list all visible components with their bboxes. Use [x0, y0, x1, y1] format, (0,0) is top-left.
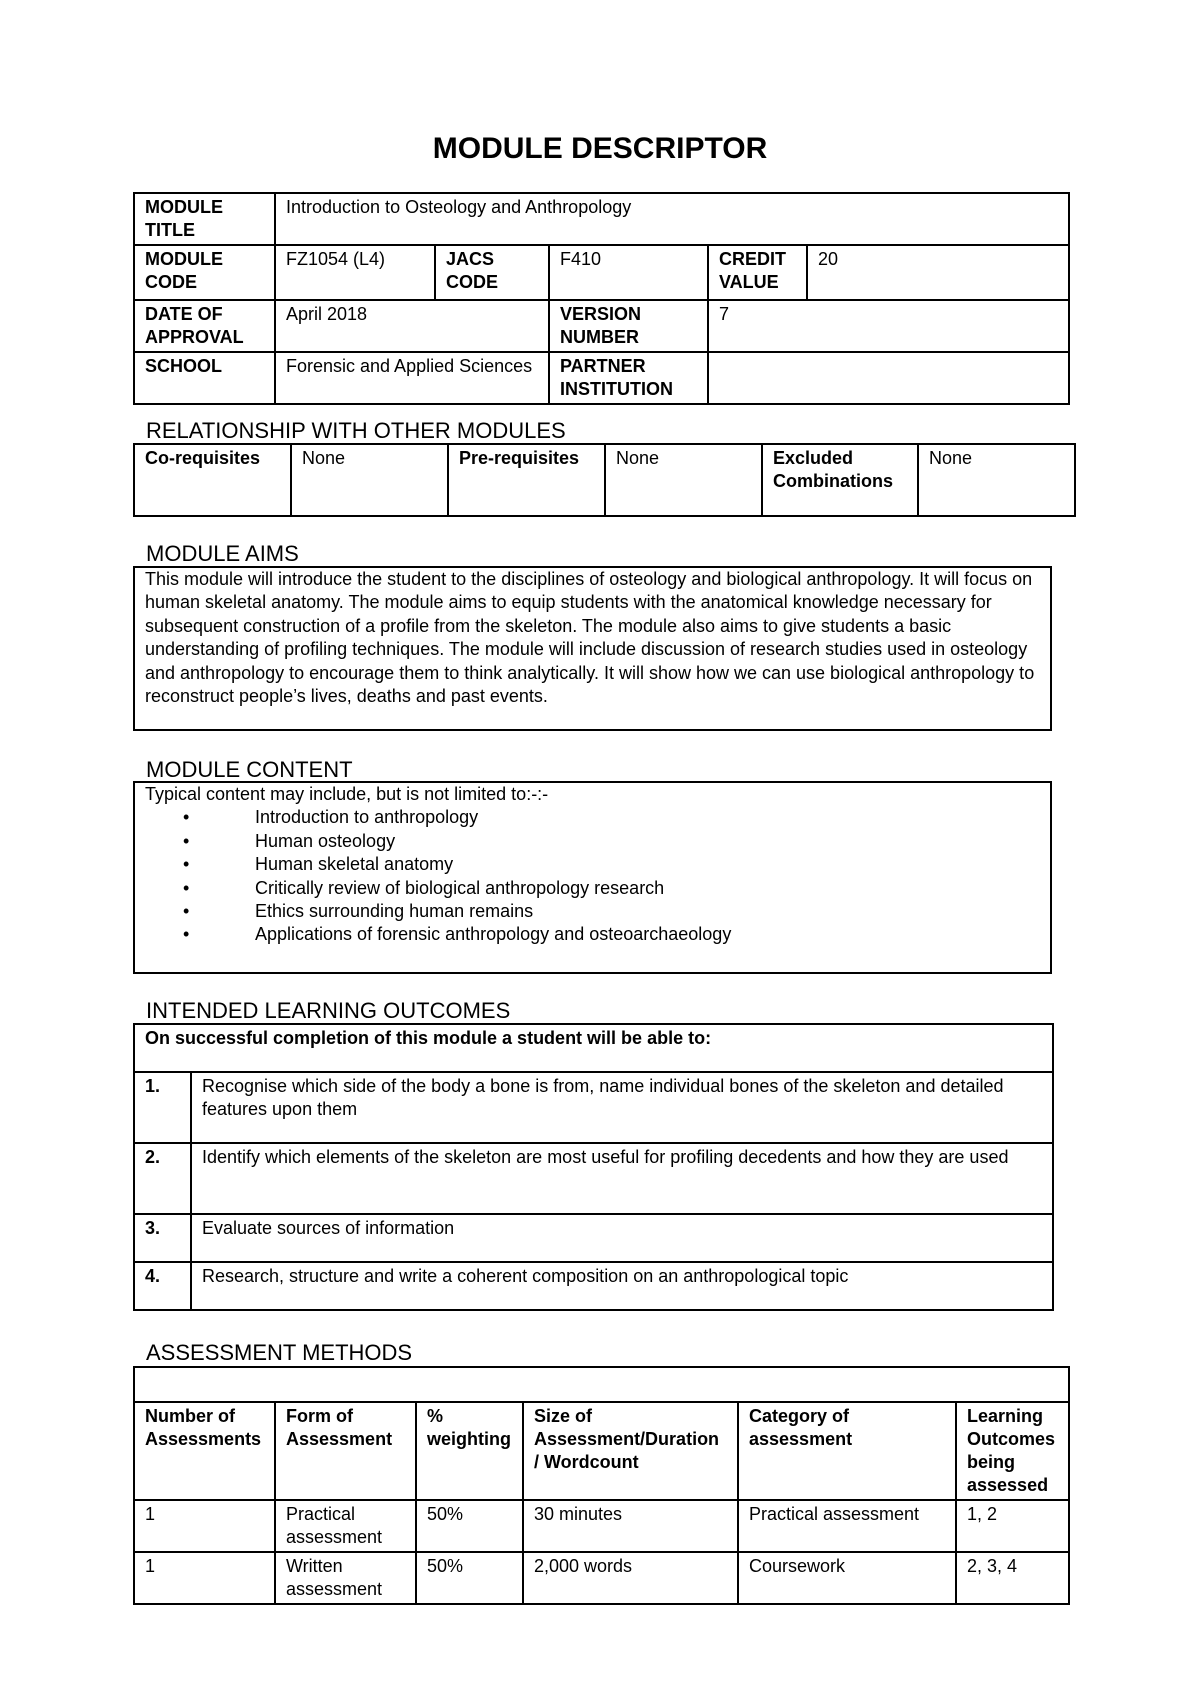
module-content-heading: MODULE CONTENT	[146, 757, 353, 782]
page-title: MODULE DESCRIPTOR	[432, 132, 768, 165]
module-aims-heading: MODULE AIMS	[146, 541, 299, 566]
assessment-methods-heading: ASSESSMENT METHODS	[146, 1340, 413, 1365]
assessment-cell: 1	[134, 1500, 275, 1552]
assessment-header: Learning Outcomes being assessed	[956, 1402, 1069, 1500]
credit-value-label: CREDIT VALUE	[708, 245, 807, 300]
partner-institution-value	[708, 352, 1069, 404]
assessment-table	[133, 1366, 1070, 1605]
outcome-number: 4.	[134, 1262, 191, 1310]
outcome-number: 2.	[134, 1143, 191, 1214]
assessment-header: Form of Assessment	[275, 1402, 416, 1500]
outcome-number: 1.	[134, 1072, 191, 1143]
module-code-value: FZ1054 (L4)	[275, 245, 435, 300]
excluded-combinations-value: None	[918, 444, 1075, 516]
bullet-icon: •	[183, 924, 190, 945]
assessment-cell: 50%	[416, 1552, 523, 1604]
module-aims-box	[133, 566, 1052, 731]
bullet-icon: •	[183, 877, 190, 898]
assessment-header: Category of assessment	[738, 1402, 956, 1500]
co-requisites-label: Co-requisites	[134, 444, 291, 516]
excluded-combinations-label: Excluded Combinations	[762, 444, 918, 516]
pre-requisites-value: None	[605, 444, 762, 516]
assessment-header: Size of Assessment/Duration / Wordcount	[523, 1402, 738, 1500]
jacs-code-label: JACS CODE	[435, 245, 549, 300]
assessment-cell: 30 minutes	[523, 1500, 738, 1552]
jacs-code-value: F410	[549, 245, 708, 300]
list-item: • Human osteology	[145, 830, 1040, 853]
module-title-label: MODULE TITLE	[134, 193, 275, 245]
assessment-cell: 50%	[416, 1500, 523, 1552]
bullet-icon: •	[183, 830, 190, 851]
learning-outcomes-heading: INTENDED LEARNING OUTCOMES	[146, 998, 511, 1023]
outcome-text: Recognise which side of the body a bone is from, name individual bones of the skeleton and detailed features upon them	[191, 1072, 1053, 1143]
school-value: Forensic and Applied Sciences	[275, 352, 549, 404]
bullet-icon: •	[183, 854, 190, 875]
outcome-text: Identify which elements of the skeleton are most useful for profiling decedents and how they are used	[191, 1143, 1053, 1214]
list-item: • Applications of forensic anthropology and osteoarchaeology	[145, 923, 1040, 946]
learning-outcomes-intro: On successful completion of this module a student will be able to:	[134, 1024, 1053, 1072]
relationship-table	[133, 443, 1076, 517]
table-row	[134, 1552, 1069, 1604]
assessment-cell: Practical assessment	[275, 1500, 416, 1552]
version-number-label: VERSION NUMBER	[549, 300, 708, 352]
assessment-cell: Written assessment	[275, 1552, 416, 1604]
assessment-header: Number of Assessments	[134, 1402, 275, 1500]
date-of-approval-label: DATE OF APPROVAL	[134, 300, 275, 352]
outcome-text: Research, structure and write a coherent composition on an anthropological topic	[191, 1262, 1053, 1310]
assessment-header: % weighting	[416, 1402, 523, 1500]
assessment-cell: 1	[134, 1552, 275, 1604]
table-row	[134, 1500, 1069, 1552]
date-of-approval-value: April 2018	[275, 300, 549, 352]
module-info-table	[133, 192, 1070, 405]
co-requisites-value: None	[291, 444, 448, 516]
module-content-intro: Typical content may include, but is not limited to:-:-	[145, 784, 549, 804]
credit-value-value: 20	[807, 245, 1069, 300]
pre-requisites-label: Pre-requisites	[448, 444, 605, 516]
module-content-box	[133, 781, 1052, 974]
learning-outcomes-table	[133, 1023, 1054, 1311]
outcome-number: 3.	[134, 1214, 191, 1262]
list-item: • Introduction to anthropology	[145, 806, 1040, 829]
partner-institution-label: PARTNER INSTITUTION	[549, 352, 708, 404]
assessment-cell: Coursework	[738, 1552, 956, 1604]
module-code-label: MODULE CODE	[134, 245, 275, 300]
version-number-value: 7	[708, 300, 1069, 352]
assessment-cell: Practical assessment	[738, 1500, 956, 1552]
module-content-list	[145, 806, 1040, 946]
relationship-heading: RELATIONSHIP WITH OTHER MODULES	[146, 418, 566, 443]
assessment-blank-row	[134, 1367, 1069, 1402]
list-item: • Human skeletal anatomy	[145, 853, 1040, 876]
list-item: • Ethics surrounding human remains	[145, 900, 1040, 923]
school-label: SCHOOL	[134, 352, 275, 404]
outcome-text: Evaluate sources of information	[191, 1214, 1053, 1262]
bullet-icon: •	[183, 901, 190, 922]
assessment-cell: 2,000 words	[523, 1552, 738, 1604]
module-aims-text: This module will introduce the student to the disciplines of osteology and biological anthropology. It will focus on human skeletal anatomy. The module aims to equip students with the anatomical knowledge necessary for subsequent construction of a profile from the skeleton. The module also aims to give students a basic understanding of profiling techniques. The module will include discussion of research studies used in osteology and anthropology to encourage them to think analytically. It will show how we can use biological anthropology to reconstruct people’s lives, deaths and past events.	[145, 569, 1035, 707]
module-title-value: Introduction to Osteology and Anthropology	[275, 193, 1069, 245]
bullet-icon: •	[183, 807, 190, 828]
list-item: • Critically review of biological anthropology research	[145, 877, 1040, 900]
assessment-cell: 1, 2	[956, 1500, 1069, 1552]
assessment-cell: 2, 3, 4	[956, 1552, 1069, 1604]
